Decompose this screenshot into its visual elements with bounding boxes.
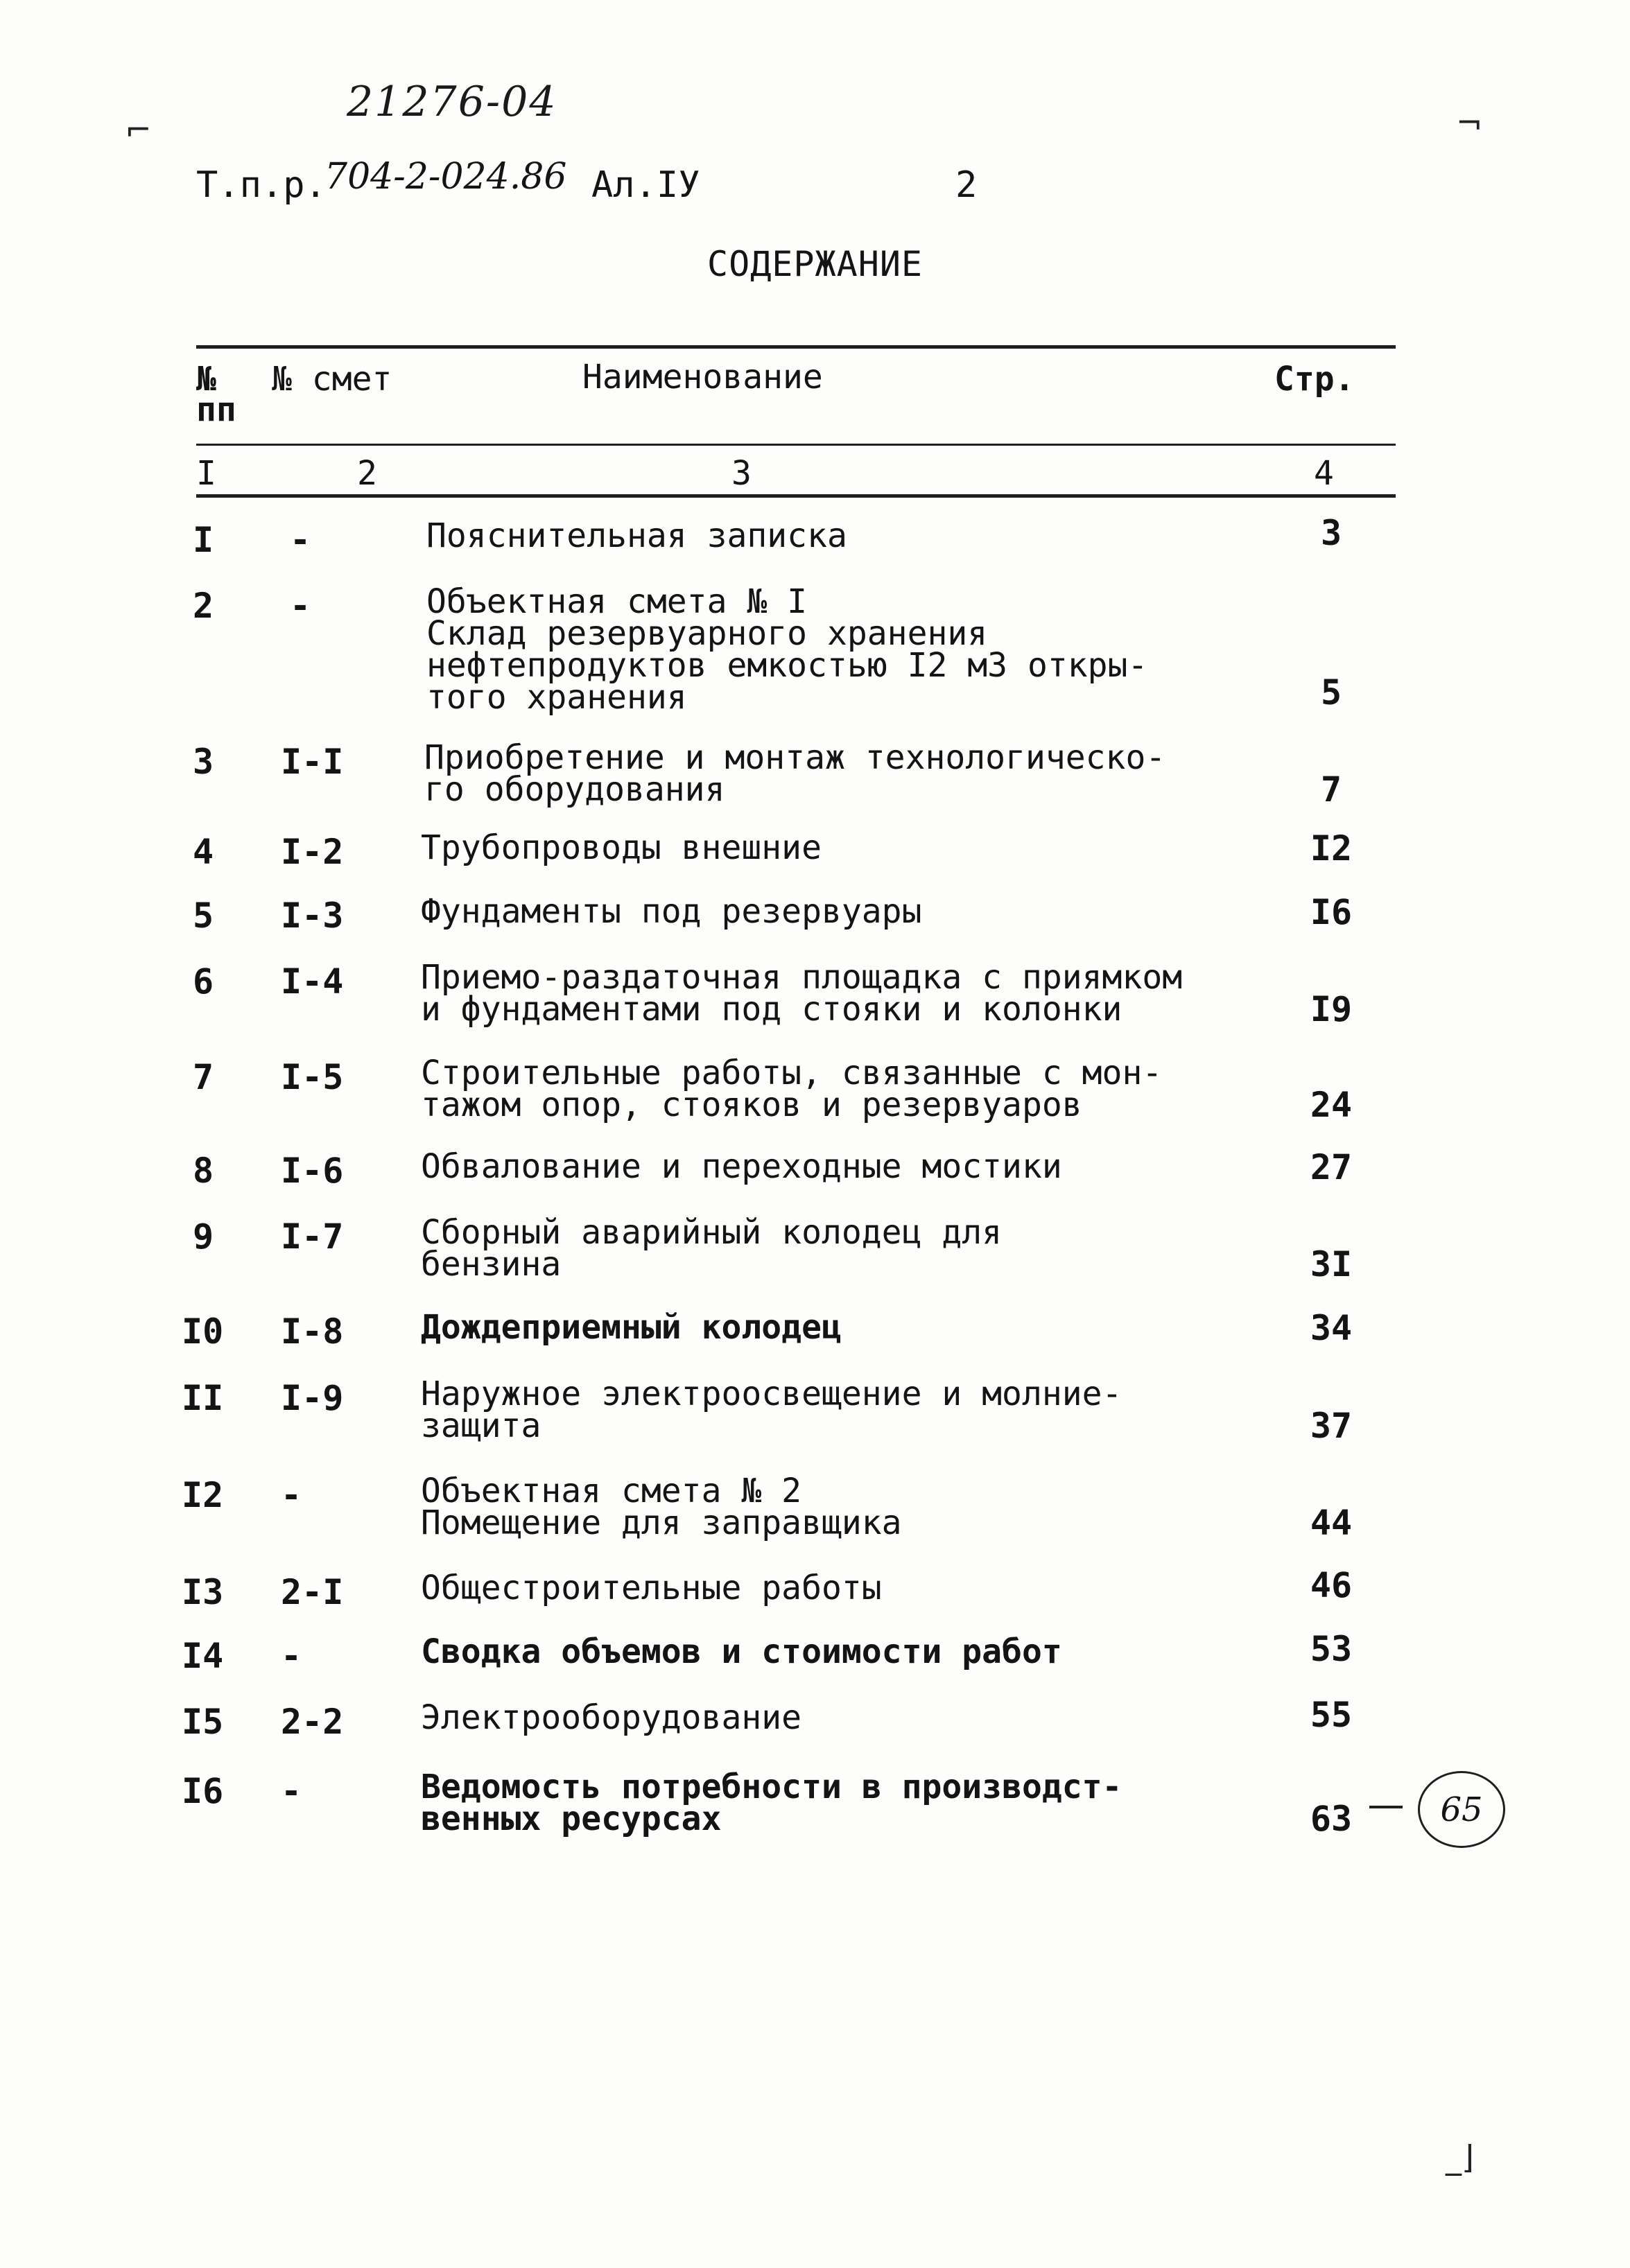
header-bottom-rule — [196, 444, 1396, 446]
row-number: 7 — [193, 1057, 214, 1097]
estimate-number: - — [281, 1636, 302, 1676]
header-no: № пп — [196, 360, 236, 429]
estimate-number: 2-2 — [281, 1702, 344, 1742]
header-estimate-no: № смет — [272, 360, 392, 399]
row-number: I5 — [182, 1702, 224, 1742]
section-name: Фундаменты под резервуары — [421, 892, 922, 931]
page-ref: I2 — [1310, 828, 1353, 869]
page-title: СОДЕРЖАНИЕ — [707, 244, 924, 284]
header-page: Стр. — [1274, 360, 1355, 399]
page-ref: 44 — [1310, 1503, 1353, 1543]
page-ref: I6 — [1310, 892, 1353, 932]
section-name: Объектная смета № 2 Помещение для заправщика — [421, 1472, 902, 1542]
row-number: I0 — [182, 1311, 224, 1352]
row-number: I6 — [182, 1771, 224, 1811]
page-number: 2 — [955, 164, 978, 206]
estimate-number: - — [290, 520, 311, 560]
row-number: 3 — [193, 742, 214, 782]
section-name: Электрооборудование — [421, 1698, 802, 1737]
code-number: 704-2-024.86 — [324, 156, 567, 198]
column-numbers-rule — [196, 494, 1396, 498]
row-number: 9 — [193, 1216, 214, 1257]
page-ref: 55 — [1310, 1695, 1353, 1735]
code-prefix: Т.п.р. — [196, 164, 327, 206]
page-ref: 27 — [1310, 1147, 1353, 1187]
row-number: 4 — [193, 832, 214, 872]
corner-mark-top-right: ¬ — [1456, 104, 1483, 141]
section-name: Дождеприемный колодец — [421, 1308, 842, 1347]
estimate-number: I-3 — [281, 896, 344, 936]
estimate-number: I-7 — [281, 1216, 344, 1257]
estimate-number: I-6 — [281, 1151, 344, 1191]
section-name: Приобретение и монтаж технологическо- го оборудования — [424, 738, 1166, 809]
estimate-number: 2-I — [281, 1572, 344, 1612]
row-number: 6 — [193, 961, 214, 1002]
page-ref: 5 — [1320, 672, 1342, 713]
section-name: Наружное электроосвещение и молние- защита — [421, 1375, 1122, 1445]
estimate-number: I-8 — [281, 1311, 344, 1352]
page-ref: 7 — [1320, 769, 1342, 810]
row-number: 5 — [193, 896, 214, 936]
row-number: I4 — [182, 1636, 224, 1676]
page-ref: 34 — [1310, 1308, 1353, 1348]
handwritten-code: 21276-04 — [347, 78, 557, 126]
section-name: Сводка объемов и стоимости работ — [421, 1632, 1062, 1671]
estimate-number: - — [290, 586, 311, 626]
circled-page-reference: 65 — [1418, 1771, 1505, 1848]
page-ref: 3I — [1310, 1244, 1353, 1284]
reference-dash — [1369, 1806, 1403, 1808]
row-number: II — [182, 1378, 224, 1418]
section-name: Ведомость потребности в производст- венных ресурсах — [421, 1768, 1122, 1838]
estimate-number: I-I — [281, 742, 344, 782]
document-header — [196, 156, 1444, 211]
section-name: Трубопроводы внешние — [421, 828, 822, 867]
table-top-rule — [196, 345, 1396, 349]
corner-mark-bottom-right: _⌋ — [1446, 2138, 1474, 2176]
column-number-4: 4 — [1314, 454, 1334, 493]
estimate-number: I-2 — [281, 832, 344, 872]
section-name: Объектная смета № I Склад резервуарного хранения нефтепродуктов емкостью I2 м3 откры- того хранения — [426, 582, 1148, 717]
section-name: Сборный аварийный колодец для бензина — [421, 1213, 1003, 1284]
section-name: Пояснительная записка — [426, 516, 847, 555]
section-name: Общестроительные работы — [421, 1569, 882, 1607]
page-ref: 24 — [1310, 1085, 1353, 1125]
estimate-number: I-9 — [281, 1378, 344, 1418]
page-ref: I9 — [1310, 989, 1353, 1029]
estimate-number: I-4 — [281, 961, 344, 1002]
row-number: 2 — [193, 586, 214, 626]
row-number: I — [193, 520, 214, 560]
page-ref: 53 — [1310, 1629, 1353, 1669]
header-name: Наименование — [582, 358, 823, 396]
page-ref: 46 — [1310, 1565, 1353, 1605]
estimate-number: - — [281, 1475, 302, 1515]
row-number: I3 — [182, 1572, 224, 1612]
album-label: Ал.IУ — [591, 164, 700, 206]
page-ref: 37 — [1310, 1406, 1353, 1446]
row-number: I2 — [182, 1475, 224, 1515]
page-ref: 63 — [1310, 1799, 1353, 1839]
section-name: Строительные работы, связанные с мон- тажом опор, стояков и резервуаров — [421, 1054, 1163, 1124]
section-name: Обвалование и переходные мостики — [421, 1147, 1062, 1186]
corner-mark-top-left: ⌐ — [125, 111, 152, 148]
column-number-3: 3 — [731, 454, 752, 493]
section-name: Приемо-раздаточная площадка с приямком и фундаментами под стояки и колонки — [421, 958, 1183, 1029]
column-number-2: 2 — [357, 454, 377, 493]
estimate-number: - — [281, 1771, 302, 1811]
row-number: 8 — [193, 1151, 214, 1191]
estimate-number: I-5 — [281, 1057, 344, 1097]
column-number-1: I — [196, 454, 216, 493]
page-ref: 3 — [1320, 513, 1342, 553]
